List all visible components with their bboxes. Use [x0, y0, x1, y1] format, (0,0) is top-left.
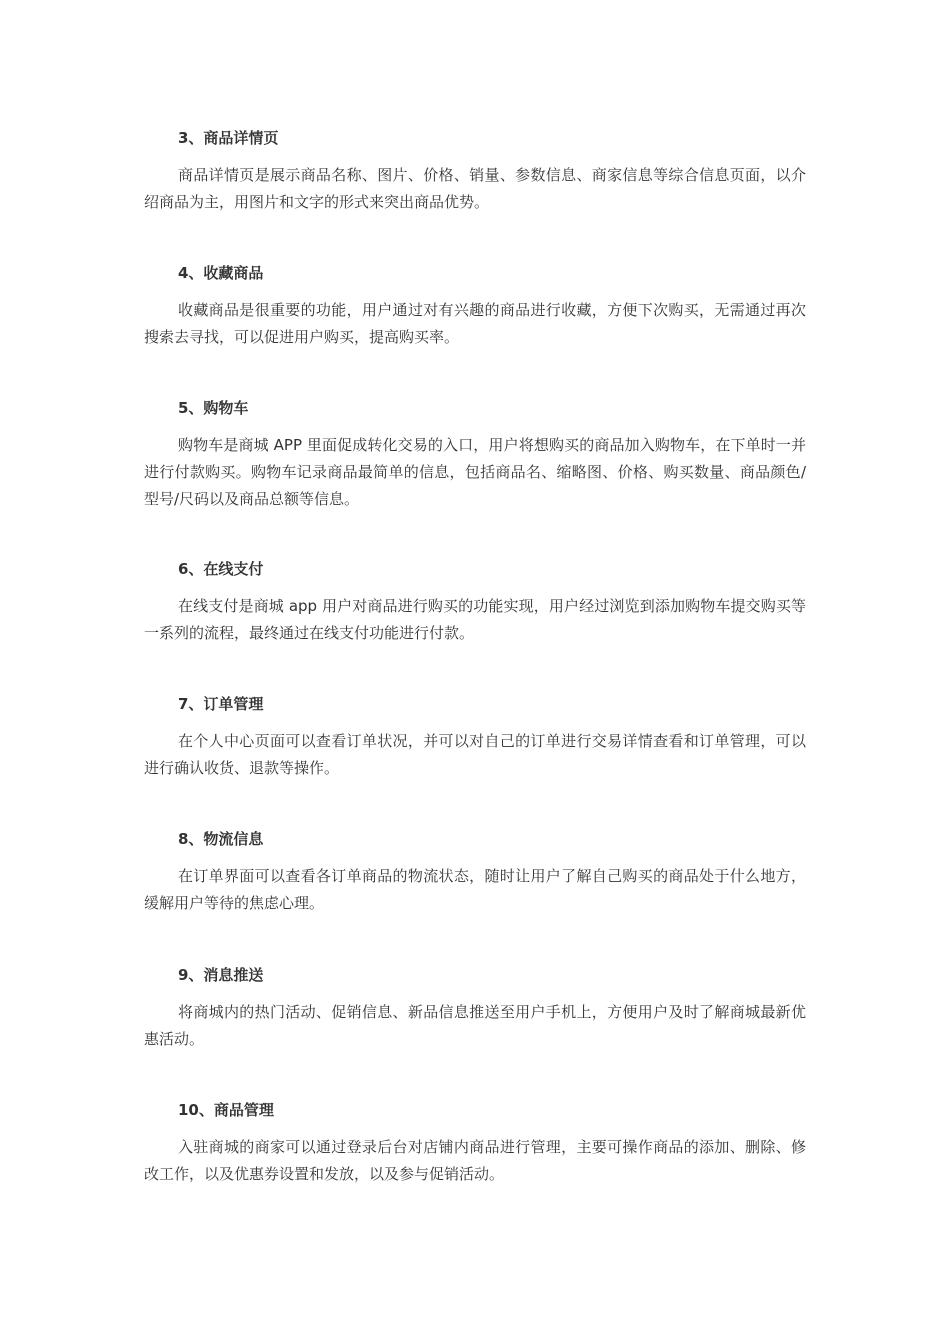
section-heading: 7、订单管理: [178, 695, 264, 713]
section-logistics: [144, 828, 806, 917]
section-heading: 6、在线支付: [178, 560, 264, 578]
section-online-payment: [144, 558, 806, 647]
section-push-notifications: [144, 964, 806, 1053]
section-paragraph: 收藏商品是很重要的功能，用户通过对有兴趣的商品进行收藏，方便下次购买，无需通过再次搜索去寻找，可以促进用户购买，提高购买率。: [144, 301, 806, 346]
section-heading: 8、物流信息: [178, 830, 264, 848]
section-paragraph: 将商城内的热门活动、促销信息、新品信息推送至用户手机上，方便用户及时了解商城最新优惠活动。: [144, 1003, 806, 1048]
section-paragraph: 在订单界面可以查看各订单商品的物流状态，随时让用户了解自己购买的商品处于什么地方，缓解用户等待的焦虑心理。: [144, 867, 806, 912]
section-shopping-cart: [144, 397, 806, 513]
section-heading: 5、购物车: [178, 399, 249, 417]
section-paragraph: 入驻商城的商家可以通过登录后台对店铺内商品进行管理，主要可操作商品的添加、删除、修改工作，以及优惠券设置和发放，以及参与促销活动。: [144, 1138, 806, 1183]
section-paragraph: 在个人中心页面可以查看订单状况，并可以对自己的订单进行交易详情查看和订单管理，可以进行确认收货、退款等操作。: [144, 732, 806, 777]
section-order-management: [144, 693, 806, 782]
section-paragraph: 在线支付是商城 app 用户对商品进行购买的功能实现，用户经过浏览到添加购物车提交购买等一系列的流程，最终通过在线支付功能进行付款。: [144, 597, 806, 642]
section-heading: 4、收藏商品: [178, 264, 264, 282]
section-heading: 10、商品管理: [178, 1101, 274, 1119]
section-heading: 3、商品详情页: [178, 129, 279, 147]
section-paragraph: 商品详情页是展示商品名称、图片、价格、销量、参数信息、商家信息等综合信息页面，以介绍商品为主，用图片和文字的形式来突出商品优势。: [144, 166, 806, 211]
section-product-detail: [144, 127, 806, 216]
section-paragraph: 购物车是商城 APP 里面促成转化交易的入口，用户将想购买的商品加入购物车，在下单时一并进行付款购买。购物车记录商品最简单的信息，包括商品名、缩略图、价格、购买数量、商品颜色/型号/尺码以及商品总额等信息。: [144, 436, 806, 508]
section-heading: 9、消息推送: [178, 966, 264, 984]
section-favorites: [144, 262, 806, 351]
section-product-management: [144, 1099, 806, 1188]
